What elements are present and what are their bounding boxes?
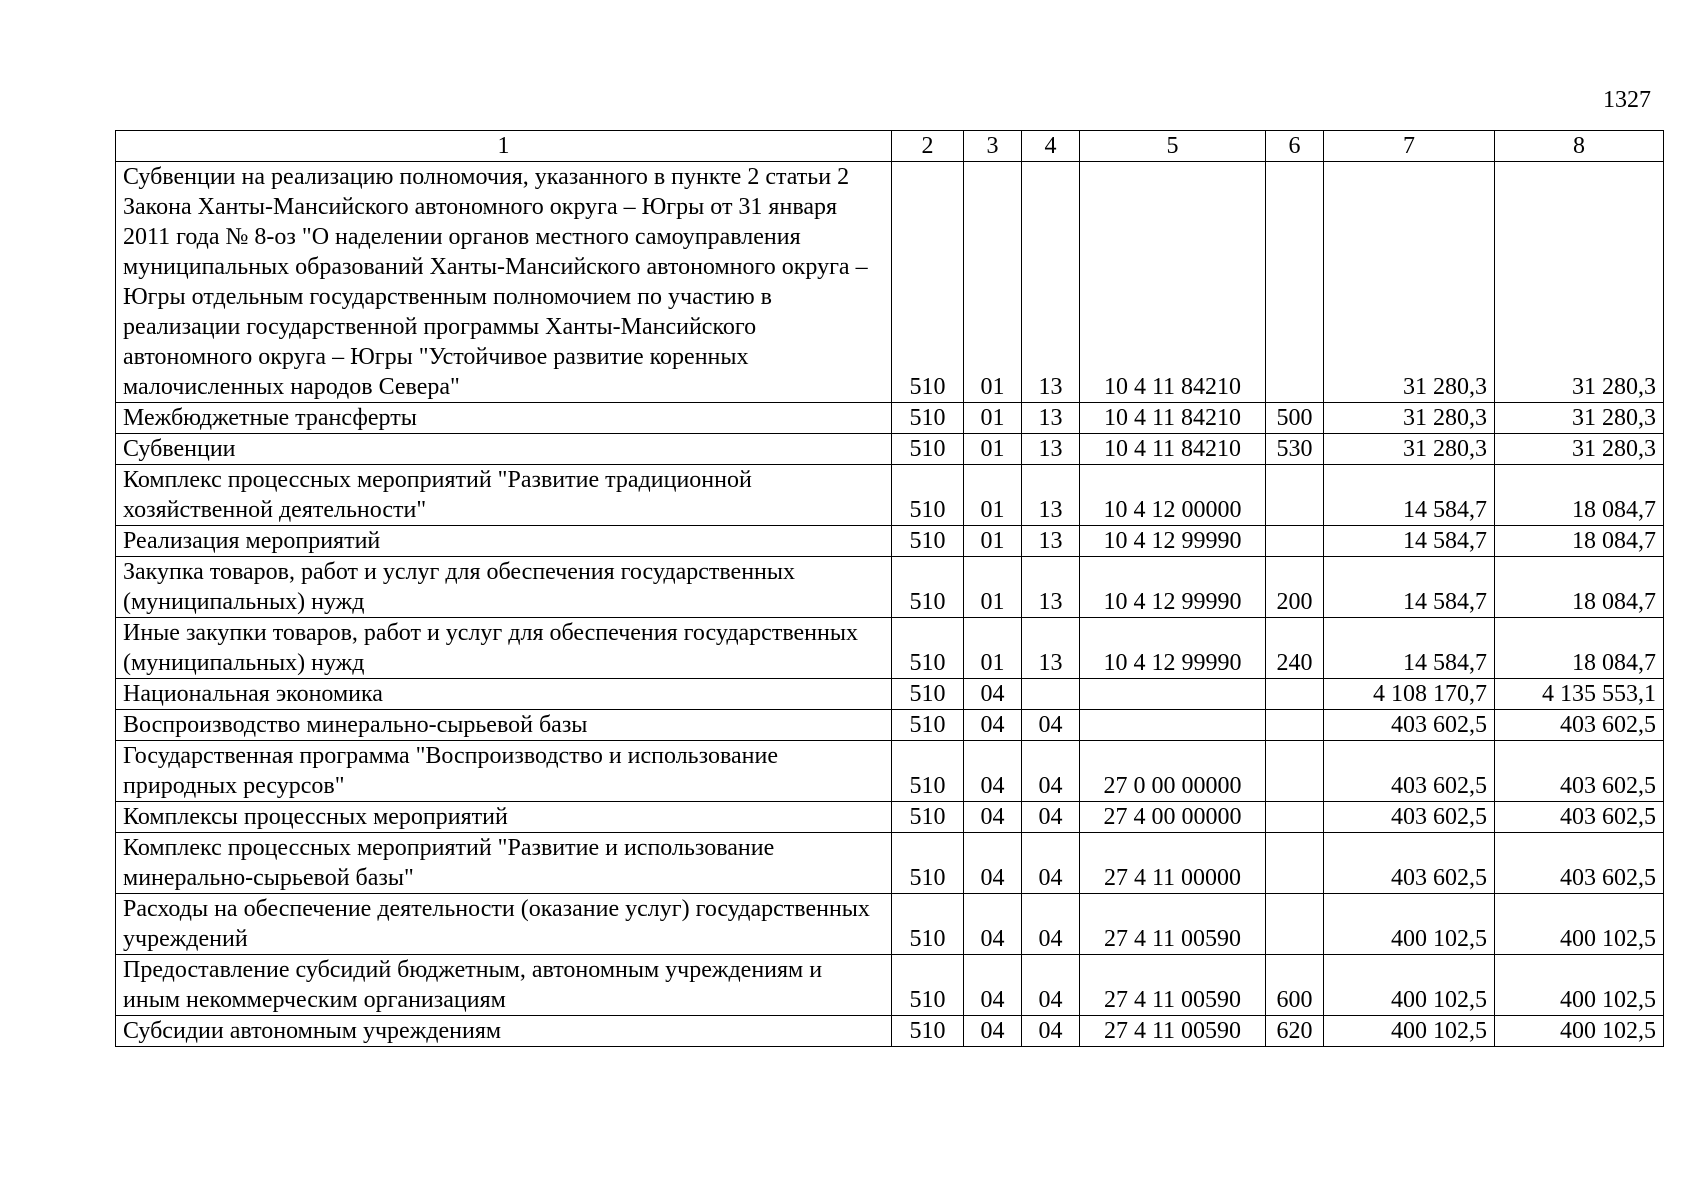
cell-target-article [1080, 710, 1266, 741]
table-row [116, 557, 1664, 618]
cell-amount-year-2: 4 135 553,1 [1495, 679, 1664, 710]
cell-amount-year-1: 4 108 170,7 [1324, 679, 1495, 710]
cell-expense-type [1266, 710, 1324, 741]
cell-item-name: Национальная экономика [116, 679, 892, 710]
cell-expense-type [1266, 679, 1324, 710]
cell-section-code: 04 [964, 679, 1022, 710]
header-col-5: 5 [1080, 131, 1266, 162]
header-col-7: 7 [1324, 131, 1495, 162]
table-body [116, 162, 1664, 1047]
cell-target-article: 10 4 11 84210 [1080, 434, 1266, 465]
cell-expense-type [1266, 894, 1324, 955]
cell-item-name: Комплекс процессных мероприятий "Развитие традиционной хозяйственной деятельности" [116, 465, 892, 526]
cell-target-article: 27 4 11 00590 [1080, 894, 1266, 955]
cell-ministry-code: 510 [892, 162, 964, 403]
cell-section-code: 04 [964, 1016, 1022, 1047]
cell-ministry-code: 510 [892, 526, 964, 557]
table-row [116, 403, 1664, 434]
cell-amount-year-1: 31 280,3 [1324, 403, 1495, 434]
cell-amount-year-1: 14 584,7 [1324, 618, 1495, 679]
cell-target-article: 10 4 12 00000 [1080, 465, 1266, 526]
header-col-3: 3 [964, 131, 1022, 162]
cell-target-article: 27 4 11 00000 [1080, 833, 1266, 894]
cell-subsection-code: 13 [1022, 557, 1080, 618]
cell-expense-type [1266, 526, 1324, 557]
cell-section-code: 04 [964, 710, 1022, 741]
cell-amount-year-2: 403 602,5 [1495, 833, 1664, 894]
cell-amount-year-2: 18 084,7 [1495, 557, 1664, 618]
cell-ministry-code: 510 [892, 894, 964, 955]
header-col-4: 4 [1022, 131, 1080, 162]
cell-item-name: Закупка товаров, работ и услуг для обеспечения государственных (муниципальных) нужд [116, 557, 892, 618]
table-row [116, 710, 1664, 741]
cell-expense-type [1266, 162, 1324, 403]
cell-expense-type: 200 [1266, 557, 1324, 618]
cell-target-article: 10 4 11 84210 [1080, 403, 1266, 434]
table-header-row [116, 131, 1664, 162]
cell-amount-year-1: 403 602,5 [1324, 710, 1495, 741]
cell-amount-year-1: 14 584,7 [1324, 557, 1495, 618]
cell-section-code: 04 [964, 741, 1022, 802]
cell-subsection-code: 13 [1022, 618, 1080, 679]
table-row [116, 833, 1664, 894]
cell-subsection-code: 04 [1022, 710, 1080, 741]
table-row [116, 618, 1664, 679]
table-row [116, 894, 1664, 955]
table-row [116, 465, 1664, 526]
cell-expense-type [1266, 465, 1324, 526]
cell-target-article [1080, 679, 1266, 710]
cell-item-name: Реализация мероприятий [116, 526, 892, 557]
cell-expense-type [1266, 833, 1324, 894]
cell-item-name: Воспроизводство минерально-сырьевой базы [116, 710, 892, 741]
cell-expense-type: 240 [1266, 618, 1324, 679]
cell-item-name: Межбюджетные трансферты [116, 403, 892, 434]
cell-subsection-code: 13 [1022, 526, 1080, 557]
table-row [116, 802, 1664, 833]
cell-section-code: 04 [964, 894, 1022, 955]
cell-ministry-code: 510 [892, 679, 964, 710]
cell-item-name: Субвенции [116, 434, 892, 465]
cell-target-article: 27 4 11 00590 [1080, 1016, 1266, 1047]
table-row [116, 741, 1664, 802]
cell-item-name: Комплекс процессных мероприятий "Развитие и использование минерально-сырьевой базы" [116, 833, 892, 894]
cell-amount-year-2: 31 280,3 [1495, 434, 1664, 465]
cell-expense-type: 620 [1266, 1016, 1324, 1047]
cell-section-code: 01 [964, 557, 1022, 618]
cell-target-article: 10 4 11 84210 [1080, 162, 1266, 403]
cell-subsection-code: 04 [1022, 833, 1080, 894]
cell-amount-year-1: 14 584,7 [1324, 526, 1495, 557]
cell-ministry-code: 510 [892, 802, 964, 833]
cell-target-article: 10 4 12 99990 [1080, 526, 1266, 557]
cell-amount-year-1: 31 280,3 [1324, 162, 1495, 403]
cell-subsection-code: 04 [1022, 802, 1080, 833]
table-row [116, 526, 1664, 557]
cell-expense-type [1266, 802, 1324, 833]
cell-section-code: 04 [964, 833, 1022, 894]
cell-amount-year-1: 403 602,5 [1324, 802, 1495, 833]
cell-section-code: 01 [964, 618, 1022, 679]
cell-amount-year-1: 400 102,5 [1324, 1016, 1495, 1047]
cell-expense-type: 600 [1266, 955, 1324, 1016]
table-row [116, 679, 1664, 710]
cell-item-name: Иные закупки товаров, работ и услуг для обеспечения государственных (муниципальных) нужд [116, 618, 892, 679]
cell-target-article: 10 4 12 99990 [1080, 557, 1266, 618]
cell-expense-type: 530 [1266, 434, 1324, 465]
cell-item-name: Расходы на обеспечение деятельности (оказание услуг) государственных учреждений [116, 894, 892, 955]
cell-amount-year-1: 400 102,5 [1324, 955, 1495, 1016]
table-row [116, 955, 1664, 1016]
cell-subsection-code: 13 [1022, 465, 1080, 526]
header-col-8: 8 [1495, 131, 1664, 162]
cell-subsection-code: 04 [1022, 741, 1080, 802]
cell-amount-year-1: 14 584,7 [1324, 465, 1495, 526]
cell-target-article: 27 4 11 00590 [1080, 955, 1266, 1016]
cell-amount-year-2: 18 084,7 [1495, 465, 1664, 526]
cell-ministry-code: 510 [892, 465, 964, 526]
cell-target-article: 27 0 00 00000 [1080, 741, 1266, 802]
cell-subsection-code: 13 [1022, 434, 1080, 465]
cell-section-code: 01 [964, 465, 1022, 526]
cell-expense-type [1266, 741, 1324, 802]
cell-section-code: 04 [964, 802, 1022, 833]
cell-ministry-code: 510 [892, 833, 964, 894]
cell-amount-year-2: 403 602,5 [1495, 710, 1664, 741]
cell-ministry-code: 510 [892, 403, 964, 434]
cell-target-article: 27 4 00 00000 [1080, 802, 1266, 833]
cell-ministry-code: 510 [892, 955, 964, 1016]
cell-amount-year-2: 18 084,7 [1495, 526, 1664, 557]
cell-section-code: 01 [964, 526, 1022, 557]
cell-subsection-code: 04 [1022, 894, 1080, 955]
cell-section-code: 04 [964, 955, 1022, 1016]
cell-amount-year-2: 400 102,5 [1495, 955, 1664, 1016]
header-col-2: 2 [892, 131, 964, 162]
cell-subsection-code: 04 [1022, 955, 1080, 1016]
cell-amount-year-2: 403 602,5 [1495, 741, 1664, 802]
cell-item-name: Субсидии автономным учреждениям [116, 1016, 892, 1047]
cell-amount-year-1: 403 602,5 [1324, 833, 1495, 894]
cell-section-code: 01 [964, 434, 1022, 465]
header-col-6: 6 [1266, 131, 1324, 162]
cell-subsection-code: 04 [1022, 1016, 1080, 1047]
cell-amount-year-2: 403 602,5 [1495, 802, 1664, 833]
cell-amount-year-2: 31 280,3 [1495, 403, 1664, 434]
cell-amount-year-2: 400 102,5 [1495, 1016, 1664, 1047]
cell-amount-year-1: 403 602,5 [1324, 741, 1495, 802]
cell-subsection-code: 13 [1022, 162, 1080, 403]
cell-item-name: Комплексы процессных мероприятий [116, 802, 892, 833]
cell-amount-year-1: 400 102,5 [1324, 894, 1495, 955]
cell-expense-type: 500 [1266, 403, 1324, 434]
cell-section-code: 01 [964, 162, 1022, 403]
cell-amount-year-1: 31 280,3 [1324, 434, 1495, 465]
cell-ministry-code: 510 [892, 618, 964, 679]
table-row [116, 162, 1664, 403]
cell-ministry-code: 510 [892, 741, 964, 802]
table-row [116, 1016, 1664, 1047]
cell-item-name: Предоставление субсидий бюджетным, автономным учреждениям и иным некоммерческим организациям [116, 955, 892, 1016]
header-col-1: 1 [116, 131, 892, 162]
cell-amount-year-2: 31 280,3 [1495, 162, 1664, 403]
cell-ministry-code: 510 [892, 710, 964, 741]
table-row [116, 434, 1664, 465]
cell-item-name: Государственная программа "Воспроизводство и использование природных ресурсов" [116, 741, 892, 802]
cell-target-article: 10 4 12 99990 [1080, 618, 1266, 679]
page-number: 1327 [1603, 87, 1651, 113]
cell-ministry-code: 510 [892, 557, 964, 618]
cell-subsection-code: 13 [1022, 403, 1080, 434]
cell-item-name: Субвенции на реализацию полномочия, указанного в пункте 2 статьи 2 Закона Ханты-Мансийского автономного округа – Югры от 31 января 2011 года № 8-оз "О наделении органов местного самоуправления муниципальных образований Ханты-Мансийского автономного округа – Югры отдельным государственным полномочием по участию в реализации государственной программы Ханты-Мансийского автономного округа – Югры "Устойчивое развитие коренных малочисленных народов Севера" [116, 162, 892, 403]
cell-ministry-code: 510 [892, 1016, 964, 1047]
cell-amount-year-2: 18 084,7 [1495, 618, 1664, 679]
budget-table [115, 130, 1664, 1047]
cell-ministry-code: 510 [892, 434, 964, 465]
cell-section-code: 01 [964, 403, 1022, 434]
cell-amount-year-2: 400 102,5 [1495, 894, 1664, 955]
cell-subsection-code [1022, 679, 1080, 710]
